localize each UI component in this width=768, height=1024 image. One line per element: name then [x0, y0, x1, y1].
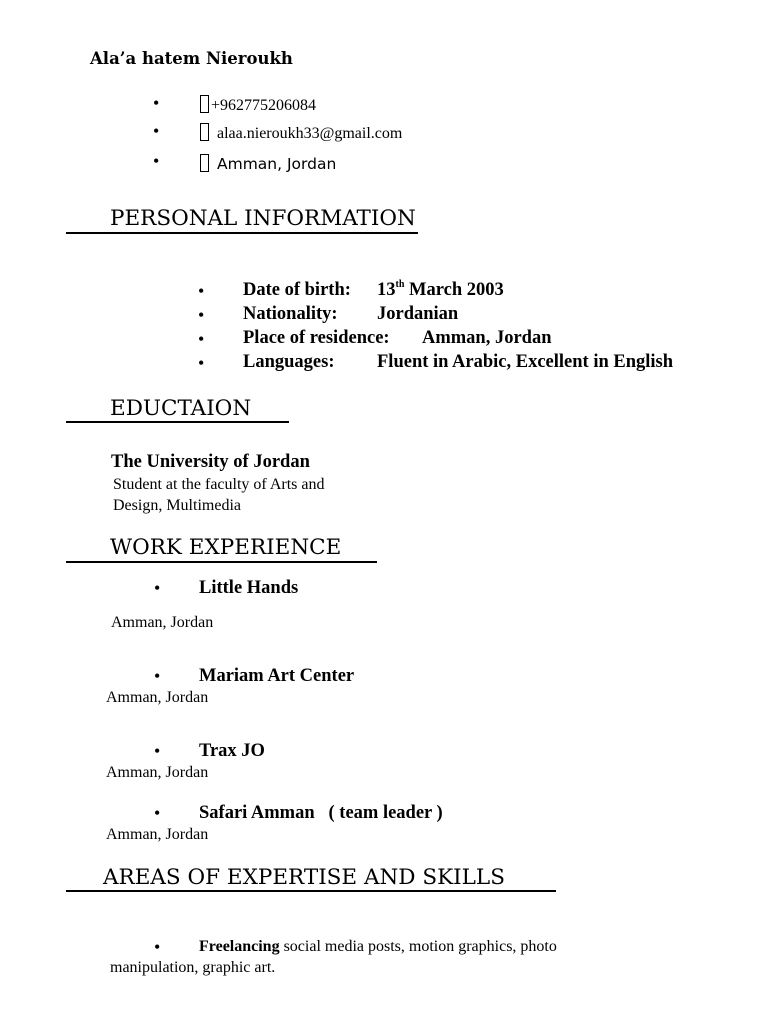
education-line-2: Design, Multimedia — [113, 497, 241, 514]
phone-icon — [200, 95, 209, 113]
job-title: Trax JO — [199, 741, 265, 761]
section-heading-education: EDUCTAION — [110, 396, 252, 421]
skill-item-text: social media posts, motion graphics, photo — [279, 938, 557, 955]
contact-email — [200, 123, 402, 143]
section-heading-personal: PERSONAL INFORMATION — [110, 206, 416, 231]
email-icon — [200, 123, 209, 141]
email-text: alaa.nieroukh33@gmail.com — [217, 125, 403, 142]
job-location: Amman, Jordan — [106, 764, 209, 781]
section-underline — [66, 561, 377, 563]
bullet: • — [198, 305, 205, 325]
bullet: • — [153, 151, 160, 171]
education-school: The University of Jordan — [111, 452, 310, 472]
section-heading-skills: AREAS OF EXPERTISE AND SKILLS — [103, 865, 505, 890]
residence-label: Place of residence: — [243, 328, 390, 348]
education-line-1: Student at the faculty of Arts and — [113, 476, 325, 493]
job-title: Safari Amman ( team leader ) — [199, 803, 443, 823]
bullet: • — [198, 329, 205, 349]
residence-value: Amman, Jordan — [422, 328, 552, 348]
bullet: • — [154, 803, 161, 823]
skill-item — [199, 938, 557, 956]
contact-location — [200, 154, 336, 173]
job-location: Amman, Jordan — [106, 689, 209, 706]
dob-label: Date of birth: — [243, 280, 351, 300]
location-icon — [200, 154, 209, 172]
nationality-value: Jordanian — [377, 304, 459, 324]
section-underline — [66, 890, 556, 892]
dob-suffix: th — [395, 279, 405, 290]
dob-value — [377, 280, 504, 301]
job-title: Mariam Art Center — [199, 666, 355, 686]
job-location: Amman, Jordan — [111, 614, 214, 631]
bullet: • — [154, 937, 161, 957]
bullet: • — [153, 121, 160, 141]
bullet: • — [154, 666, 161, 686]
bullet: • — [154, 578, 161, 598]
bullet: • — [154, 741, 161, 761]
job-title: Little Hands — [199, 578, 299, 598]
contact-phone — [200, 95, 316, 115]
section-heading-work: WORK EXPERIENCE — [110, 535, 342, 560]
skill-item-title: Freelancing — [199, 938, 280, 955]
skill-item-continued: manipulation, graphic art. — [110, 959, 276, 976]
languages-label: Languages: — [243, 352, 335, 372]
bullet: • — [198, 281, 205, 301]
job-location: Amman, Jordan — [106, 826, 209, 843]
dob-day: 13 — [377, 280, 396, 300]
dob-month-year: March 2003 — [404, 280, 504, 300]
section-underline — [66, 421, 289, 423]
bullet: • — [153, 93, 160, 113]
languages-value: Fluent in Arabic, Excellent in English — [377, 352, 674, 372]
resume-name: Ala’a hatem Nieroukh — [90, 49, 293, 68]
phone-text: +962775206084 — [211, 97, 317, 114]
nationality-label: Nationality: — [243, 304, 338, 324]
section-underline — [66, 232, 418, 234]
bullet: • — [198, 353, 205, 373]
location-text: Amman, Jordan — [217, 155, 337, 173]
